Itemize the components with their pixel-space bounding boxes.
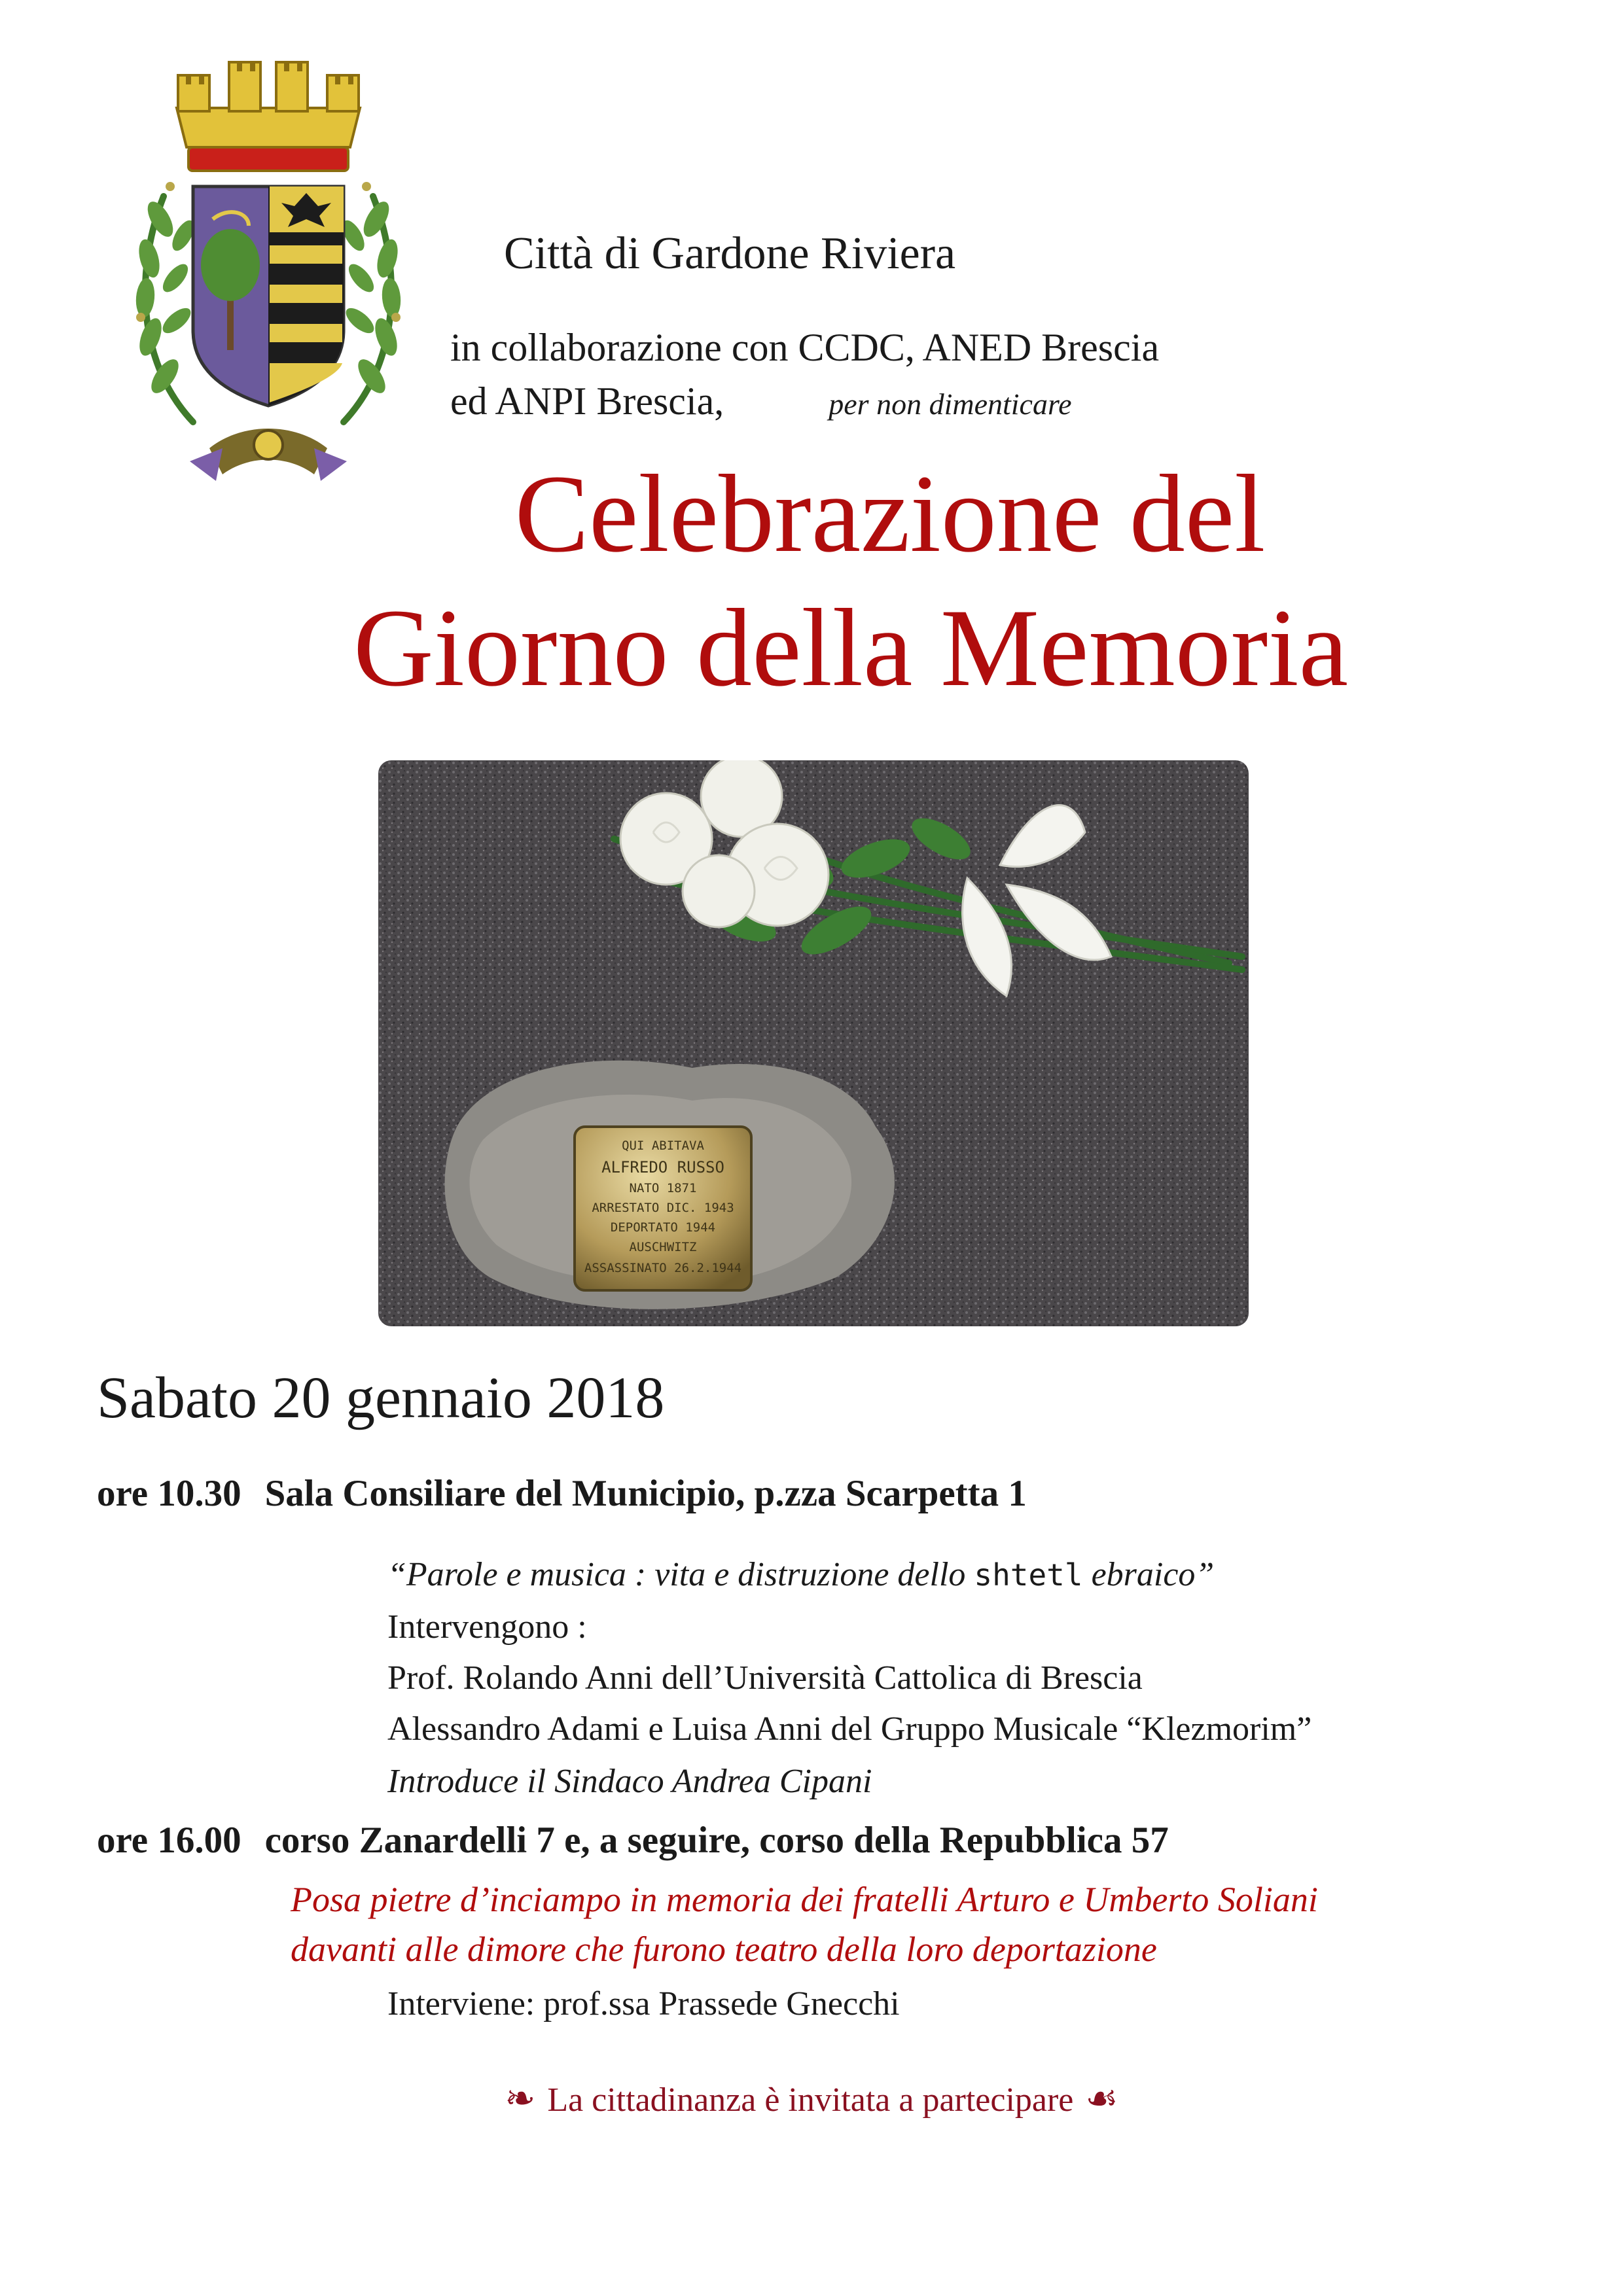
svg-text:DEPORTATO 1944: DEPORTATO 1944 bbox=[610, 1220, 716, 1235]
footer-invitation bbox=[0, 2077, 1623, 2120]
event-1-header bbox=[97, 1472, 1027, 1515]
collaboration-line-2: ed ANPI Brescia, bbox=[450, 380, 724, 423]
svg-text:AUSCHWITZ: AUSCHWITZ bbox=[629, 1240, 697, 1254]
motto: per non dimenticare bbox=[829, 387, 1072, 421]
city-name: Città di Gardone Riviera bbox=[504, 228, 956, 279]
event-1-speaker-1: Prof. Rolando Anni dell’Università Cattolica di Brescia bbox=[387, 1659, 1143, 1697]
event-2-description-1: Posa pietre d’inciampo in memoria dei fratelli Arturo e Umberto Soliani bbox=[291, 1880, 1318, 1919]
event-1-quote bbox=[387, 1549, 1214, 1600]
svg-text:ALFREDO RUSSO: ALFREDO RUSSO bbox=[601, 1158, 724, 1176]
event-1-quote-start: “Parole e musica : vita e distruzione dello bbox=[387, 1556, 974, 1593]
event-1-place: Sala Consiliare del Municipio, p.zza Scarpetta 1 bbox=[264, 1473, 1027, 1514]
stolperstein-with-roses-photo bbox=[378, 760, 1249, 1326]
title-line-2: Giorno della Memoria bbox=[353, 586, 1349, 709]
event-1-speakers-label: Intervengono : bbox=[387, 1608, 587, 1646]
svg-text:QUI ABITAVA: QUI ABITAVA bbox=[622, 1139, 704, 1153]
coat-of-arms-icon bbox=[124, 56, 412, 487]
event-2-description-2: davanti alle dimore che furono teatro della loro deportazione bbox=[291, 1930, 1157, 1969]
event-2-place: corso Zanardelli 7 e, a seguire, corso della Repubblica 57 bbox=[264, 1820, 1169, 1861]
event-date: Sabato 20 gennaio 2018 bbox=[97, 1366, 665, 1430]
collaboration-text bbox=[450, 321, 1159, 431]
title-line-1: Celebrazione del bbox=[514, 452, 1266, 575]
event-1-intro: Introduce il Sindaco Andrea Cipani bbox=[387, 1763, 872, 1800]
ornament-left-icon: ❧ bbox=[505, 2077, 536, 2120]
event-2-header bbox=[97, 1819, 1169, 1862]
event-1-speaker-2: Alessandro Adami e Luisa Anni del Gruppo Musicale “Klezmorim” bbox=[387, 1710, 1312, 1748]
collaboration-line-2-row bbox=[450, 374, 1159, 431]
event-1-quote-end: ebraico” bbox=[1082, 1556, 1215, 1593]
ornament-right-icon: ☙ bbox=[1085, 2077, 1118, 2120]
svg-text:ASSASSINATO 26.2.1944: ASSASSINATO 26.2.1944 bbox=[584, 1261, 742, 1275]
event-1-quote-word: shtetl bbox=[974, 1557, 1083, 1593]
event-2-time: ore 16.00 bbox=[97, 1820, 241, 1861]
svg-text:NATO 1871: NATO 1871 bbox=[629, 1181, 697, 1195]
footer-text: La cittadinanza è invitata a partecipare bbox=[547, 2081, 1074, 2119]
event-2-speaker: Interviene: prof.ssa Prassede Gnecchi bbox=[387, 1985, 900, 2022]
svg-text:ARRESTATO DIC. 1943: ARRESTATO DIC. 1943 bbox=[592, 1201, 734, 1215]
collaboration-line-1: in collaborazione con CCDC, ANED Brescia bbox=[450, 326, 1160, 369]
event-1-time: ore 10.30 bbox=[97, 1473, 241, 1514]
